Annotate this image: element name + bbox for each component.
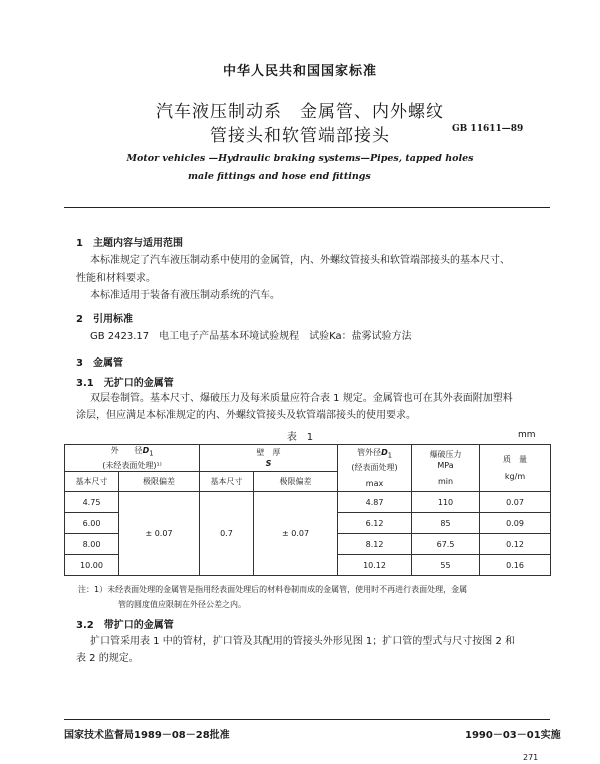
header-burst-pressure: 爆破压力 MPa min <box>412 445 480 492</box>
section-1-heading: 1 主题内容与适用范围 <box>76 238 183 249</box>
footer-divider <box>64 719 550 720</box>
header-wall-thickness: 壁 厚 S <box>200 445 338 472</box>
cell-burst: 85 <box>412 513 480 534</box>
referenced-standard: GB 2423.17 电工电子产品基本环境试验规程 试验Ka：盐雾试验方法 <box>90 331 412 342</box>
section-3-1-paragraph-a: 双层卷制管。基本尺寸、爆破压力及每米质量应符合表 1 规定。金属管也可在其外表面附加塑料 <box>90 393 513 404</box>
cell-wall-tolerance: ± 0.07 <box>254 492 338 576</box>
title-en-line-1: Motor vehicles —Hydraulic braking systems—Pipes, tapped holes <box>126 153 474 164</box>
cell-outer-tolerance: ± 0.07 <box>119 492 200 576</box>
implementation-date: 1990－03－01实施 <box>465 730 561 741</box>
header-mass: 质 量 kg/m <box>480 445 551 492</box>
title-line-1: 汽车液压制动系 金属管、内外螺纹 <box>156 102 444 122</box>
cell-od: 6.00 <box>65 513 119 534</box>
section-3-1-heading: 3.1 无扩口的金属管 <box>76 378 174 389</box>
title-en-line-2: male fittings and hose end fittings <box>188 171 371 182</box>
standard-number: GB 11611—89 <box>452 124 524 134</box>
section-3-2-paragraph-b: 表 2 的规定。 <box>76 653 139 664</box>
sub-header-tolerance: 极限偏差 <box>119 472 200 492</box>
section-3-2-heading: 3.2 带扩口的金属管 <box>76 620 174 631</box>
cell-dmax: 4.87 <box>338 492 412 513</box>
header-outer-diameter: 外 径$D_1$ (未经表面处理)¹⁾ <box>65 445 200 472</box>
section-2-heading: 2 引用标准 <box>76 314 133 325</box>
cell-mass: 0.07 <box>480 492 551 513</box>
sub-header-basic-wall: 基本尺寸 <box>200 472 254 492</box>
cell-wall-basic: 0.7 <box>200 492 254 576</box>
title-line-2: 管接头和软管端部接头 <box>210 126 390 146</box>
section-1-paragraph-1b: 性能和材料要求。 <box>76 273 156 284</box>
cell-od: 4.75 <box>65 492 119 513</box>
cell-burst: 67.5 <box>412 534 480 555</box>
section-1-paragraph-2: 本标准适用于装备有液压制动系统的汽车。 <box>90 290 280 301</box>
section-3-1-paragraph-b: 涂层，但应满足本标准规定的内、外螺纹管接头及软管端部接头的使用要求。 <box>76 410 416 421</box>
cell-burst: 110 <box>412 492 480 513</box>
cell-mass: 0.09 <box>480 513 551 534</box>
page-number: 271 <box>523 753 539 762</box>
section-1-paragraph-1a: 本标准规定了汽车液压制动系中使用的金属管，内、外螺纹管接头和软管端部接头的基本尺寸、 <box>90 255 510 266</box>
cell-od: 8.00 <box>65 534 119 555</box>
section-3-2-paragraph-a: 扩口管采用表 1 中的管材，扩口管及其配用的管接头外形见图 1；扩口管的型式与尺寸按图 2 和 <box>90 636 515 647</box>
national-standard-label: 中华人民共和国国家标准 <box>222 64 377 79</box>
header-pipe-od: 管外径$D_1$ (经表面处理) max <box>338 445 412 492</box>
approval-date: 国家技术监督局1989－08－28批准 <box>64 730 230 741</box>
table-1-unit: mm <box>518 430 536 440</box>
cell-burst: 55 <box>412 555 480 576</box>
table-row <box>65 492 551 513</box>
cell-od: 10.00 <box>65 555 119 576</box>
table-note-line-1: 注：1）未经表面处理的金属管是指用经表面处理后的材料卷制而成的金属管，使用时不再进行表面处理，金属 <box>78 585 468 594</box>
sub-header-basic: 基本尺寸 <box>65 472 119 492</box>
section-3-heading: 3 金属管 <box>76 358 123 369</box>
table-note-line-2: 管的圆度值应限制在外径公差之内。 <box>118 600 246 609</box>
cell-dmax: 10.12 <box>338 555 412 576</box>
cell-dmax: 8.12 <box>338 534 412 555</box>
sub-header-tolerance-wall: 极限偏差 <box>254 472 338 492</box>
cell-mass: 0.16 <box>480 555 551 576</box>
cell-mass: 0.12 <box>480 534 551 555</box>
header-divider <box>64 207 550 208</box>
cell-dmax: 6.12 <box>338 513 412 534</box>
table-1 <box>64 444 551 576</box>
table-1-caption: 表 1 <box>286 432 314 443</box>
